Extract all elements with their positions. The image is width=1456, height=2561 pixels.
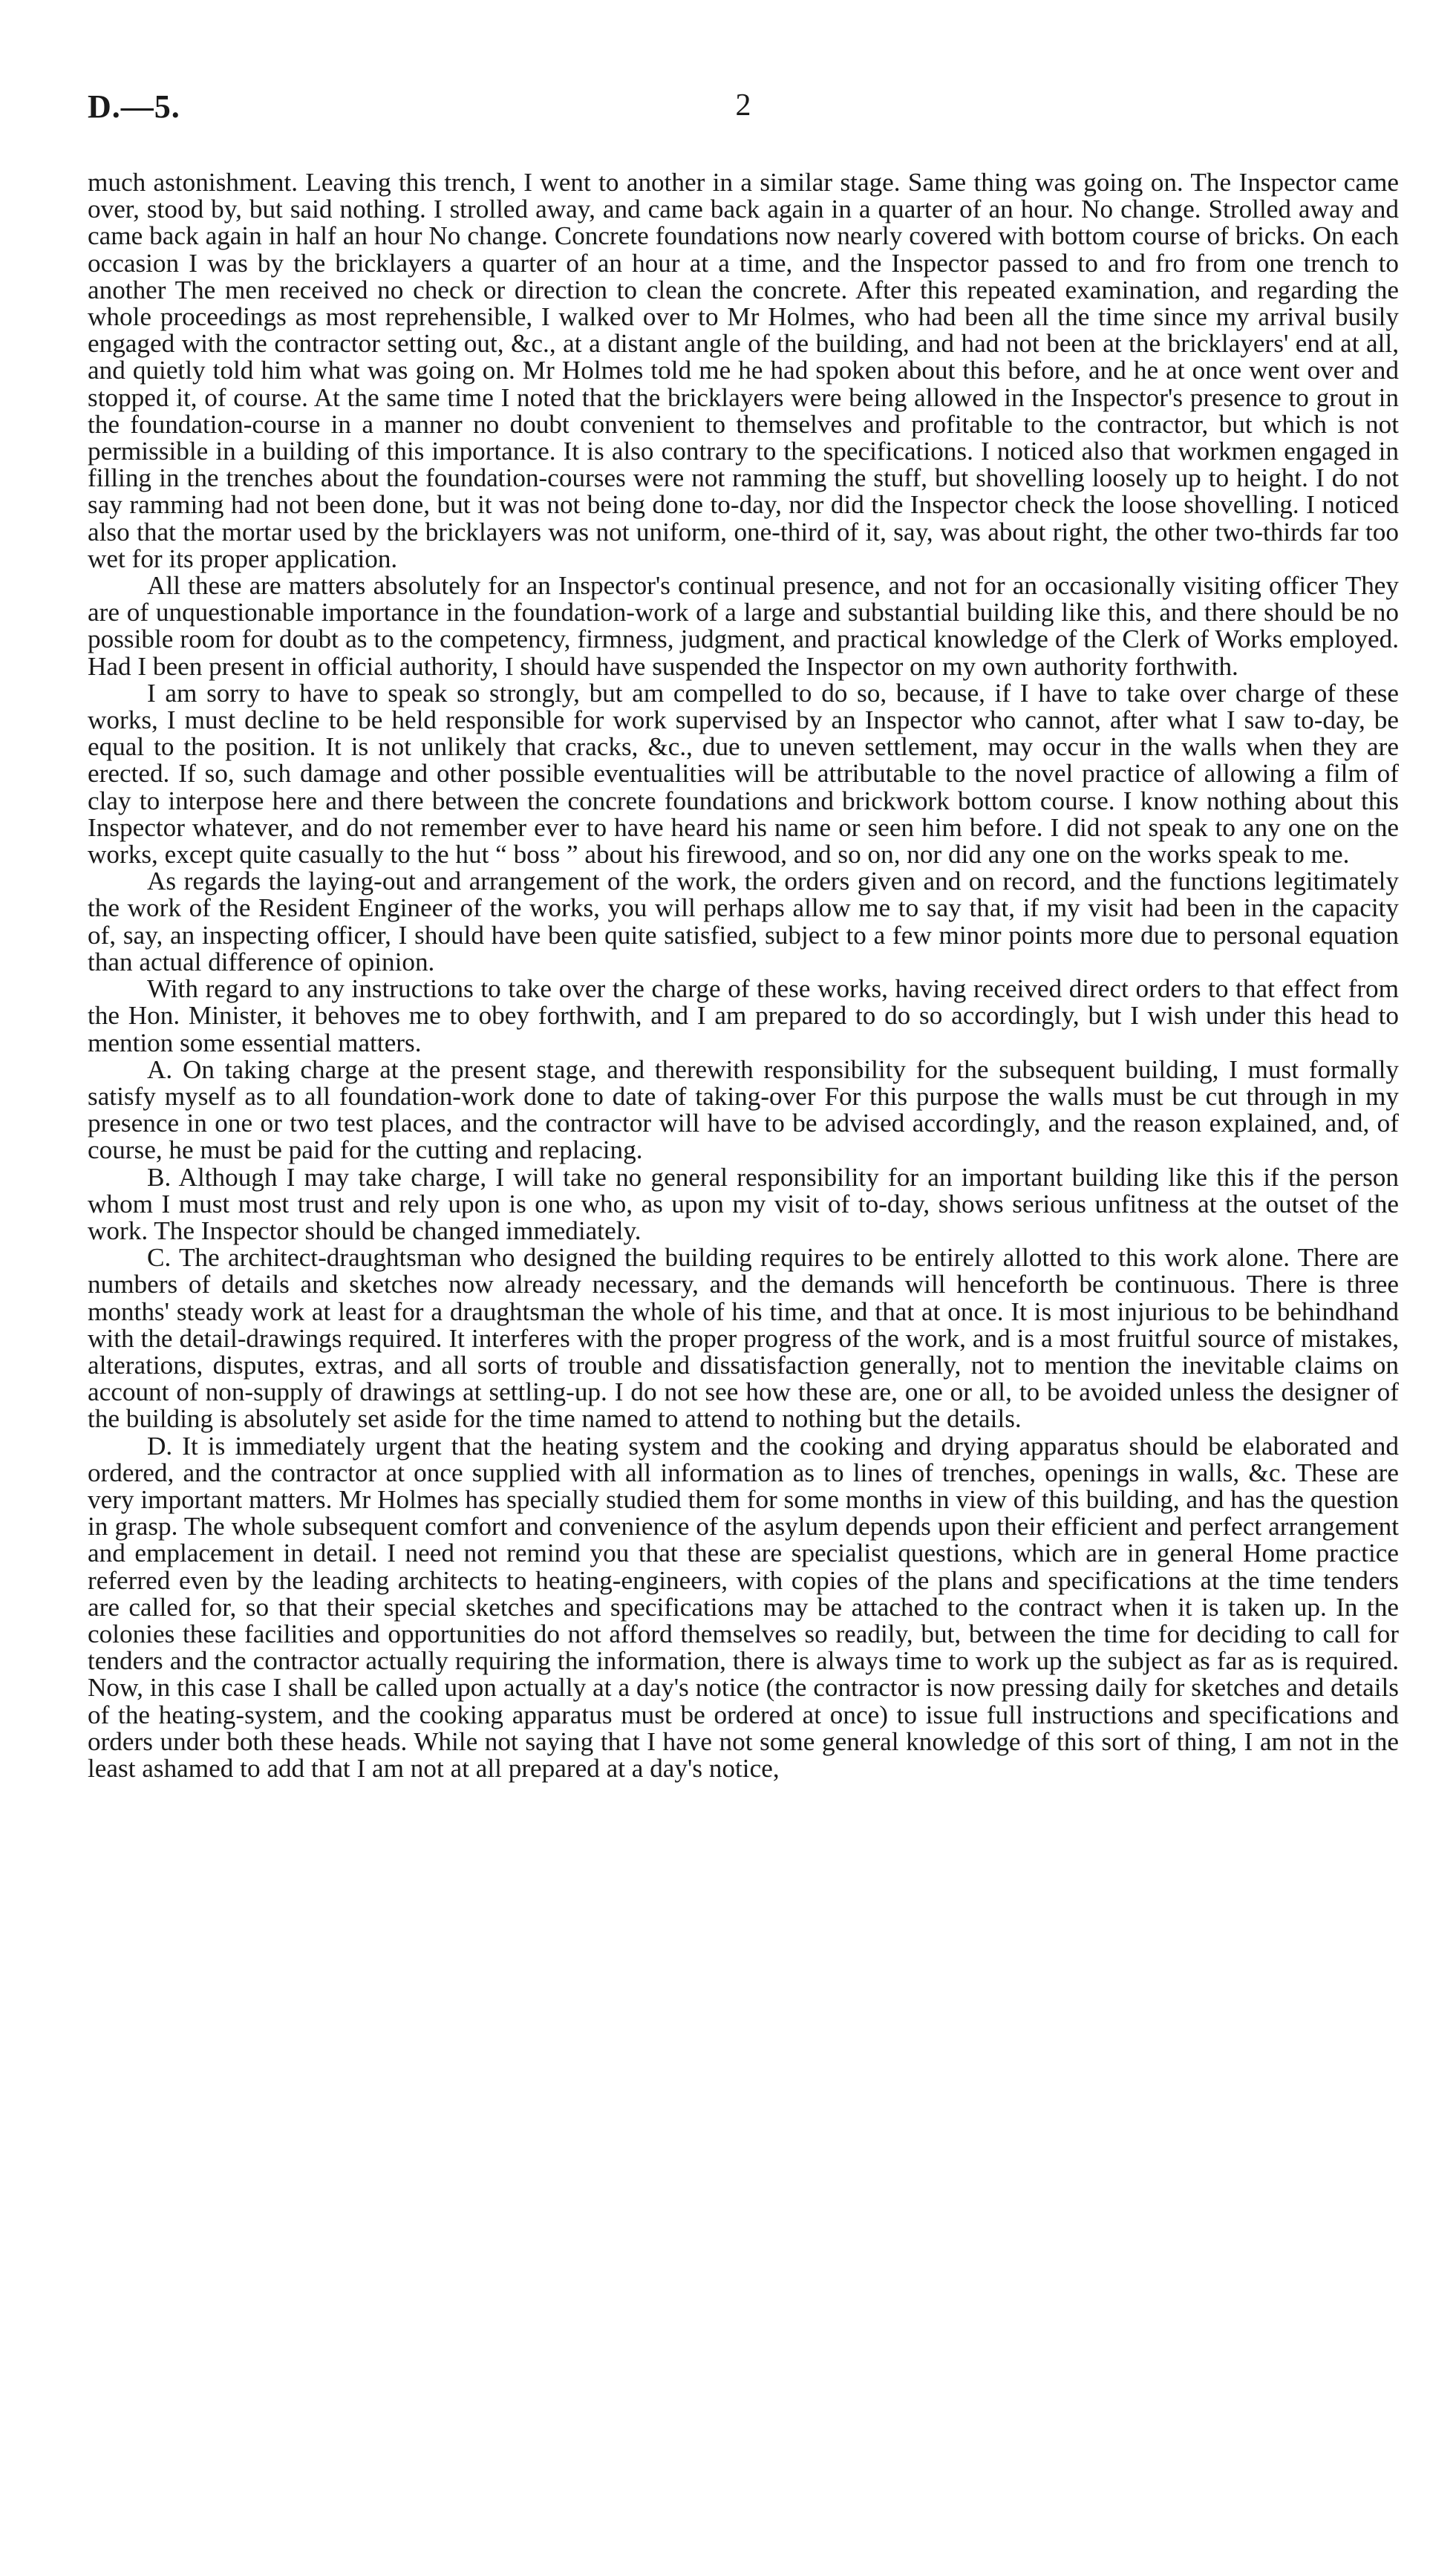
page-number: 2 [735,88,751,123]
paragraph-item-a: A. On taking charge at the present stage, and therewith responsibility for the subsequent building, I must formally satisfy myself as to all foundation-work done to date of taking-over For this purpose the walls must be cut through in my presence in one or two test places, and the contractor will have to be advised accordingly, and the reason explained, and, of course, he must be paid for the cutting and replacing. [88,1054,1399,1165]
paragraph-item-c: C. The architect-draughtsman who designed the building requires to be entirely allotted to this work alone. There are numbers of details and sketches now already necessary, and the demands will henceforth be continuous. There is three months' steady work at least for a draughtsman the whole of his time, and that at once. It is most injurious to be behindhand with the detail-drawings required. It interferes with the proper progress of the work, and is a most fruitful source of mistakes, alterations, disputes, extras, and all sorts of trouble and dissatisfaction generally, not to mention the inevitable claims on account of non-supply of drawings at settling-up. I do not see how these are, one or all, to be avoided unless the designer of the building is absolutely set aside for the time named to attend to nothing but the details. [88,1243,1399,1434]
paragraph-responsibility: I am sorry to have to speak so strongly, but am compelled to do so, because, if I have to take over charge of these works, I must decline to be held responsible for work supervised by an Inspector who cannot, after what I saw to-day, be equal to the position. It is not unlikely that cracks, &c., due to uneven settlement, may occur in the walls when they are erected. If so, such damage and other possible eventualities will be attributable to the novel practice of allowing a film of clay to interpose here and there between the concrete foundations and brickwork bottom course. I know nothing about this Inspector whatever, and do not remember ever to have heard his name or seen him before. I did not speak to any one on the works, except quite casually to the hut “ boss ” about his firewood, and so on, nor did any one on the works speak to me. [88,678,1399,870]
paragraph-item-b: B. Although I may take charge, I will take no general responsibility for an important building like this if the person whom I must most trust and rely upon is one who, as upon my visit of to-day, shows serious unfitness at the outset of the work. The Inspector should be changed immediately. [88,1162,1399,1245]
document-body [88,169,1399,1782]
paragraph-continuation: much astonishment. Leaving this trench, I went to another in a similar stage. Same thing was going on. The Inspector came over, stood by, but said nothing. I strolled away, and came back again in a quarter of an hour. No change. Strolled away and came back again in half an hour No change. Concrete foundations now nearly covered with bottom course of bricks. On each occasion I was by the bricklayers a quarter of an hour at a time, and the Inspector passed to and fro from one trench to another The men received no check or direction to clean the concrete. After this repeated examination, and regarding the whole proceedings as most reprehensible, I walked over to Mr Holmes, who had been all the time since my arrival busily engaged with the contractor setting out, &c., at a distant angle of the building, and had not been at the bricklayers' end at all, and quietly told him what was going on. Mr Holmes told me he had spoken about this before, and he at once went over and stopped it, of course. At the same time I noted that the bricklayers were being allowed in the Inspector's presence to grout in the foundation-course in a manner no doubt convenient to themselves and profitable to the contractor, but which is not permissible in a building of this importance. It is also contrary to the specifications. I noticed also that workmen engaged in filling in the trenches about the foundation-courses were not ramming the stuff, but shovelling loosely up to height. I do not say ramming had not been done, but it was not being done to-day, nor did the Inspector check the loose shovelling. I noticed also that the mortar used by the bricklayers was not uniform, one-third of it, say, was about right, the other two-thirds far too wet for its proper application. [88,168,1399,573]
paragraph-inspector-presence: All these are matters absolutely for an Inspector's continual presence, and not for an occasionally visiting officer They are of unquestionable importance in the foundation-work of a large and substantial building like this, and there should be no possible room for doubt as to the competency, firmness, judgment, and practical knowledge of the Clerk of Works employed. Had I been present in official authority, I should have suspended the Inspector on my own authority forthwith. [88,571,1399,681]
page-header [88,88,1399,140]
paragraph-laying-out: As regards the laying-out and arrangement of the work, the orders given and on record, and the functions legitimately the work of the Resident Engineer of the works, you will perhaps allow me to say that, if my visit had been in the capacity of, say, an inspecting officer, I should have been quite satisfied, subject to a few minor points more due to personal equation than actual difference of opinion. [88,867,1399,976]
document-reference: D.—5. [88,88,180,125]
paragraph-instructions: With regard to any instructions to take over the charge of these works, having received direct orders to that effect from the Hon. Minister, it behoves me to obey forthwith, and I am prepared to do so accordingly, but I wish under this head to mention some essential matters. [88,974,1399,1057]
paragraph-item-d: D. It is immediately urgent that the heating system and the cooking and drying apparatus should be elaborated and ordered, and the contractor at once supplied with all information as to lines of trenches, openings in walls, &c. These are very important matters. Mr Holmes has specially studied them for some months in view of this building, and has the question in grasp. The whole subsequent comfort and convenience of the asylum depends upon their efficient and perfect arrangement and emplacement in detail. I need not remind you that these are specialist questions, which are in general Home practice referred even by the leading architects to heating-engineers, with copies of the plans and specifications at the time tenders are called for, so that their special sketches and specifications may be attached to the contract when it is taken up. In the colonies these facilities and opportunities do not afford themselves so readily, but, between the time for deciding to call for tenders and the contractor actually requiring the information, there is always time to work up the subject as far as is required. Now, in this case I shall be called upon actually at a day's notice (the contractor is now pressing daily for sketches and details of the heating-system, and the cooking apparatus must be ordered at once) to issue full instructions and specifications and orders under both these heads. While not saying that I have not some general knowledge of this sort of thing, I am not in the least ashamed to add that I am not at all prepared at a day's notice, [88,1431,1399,1783]
